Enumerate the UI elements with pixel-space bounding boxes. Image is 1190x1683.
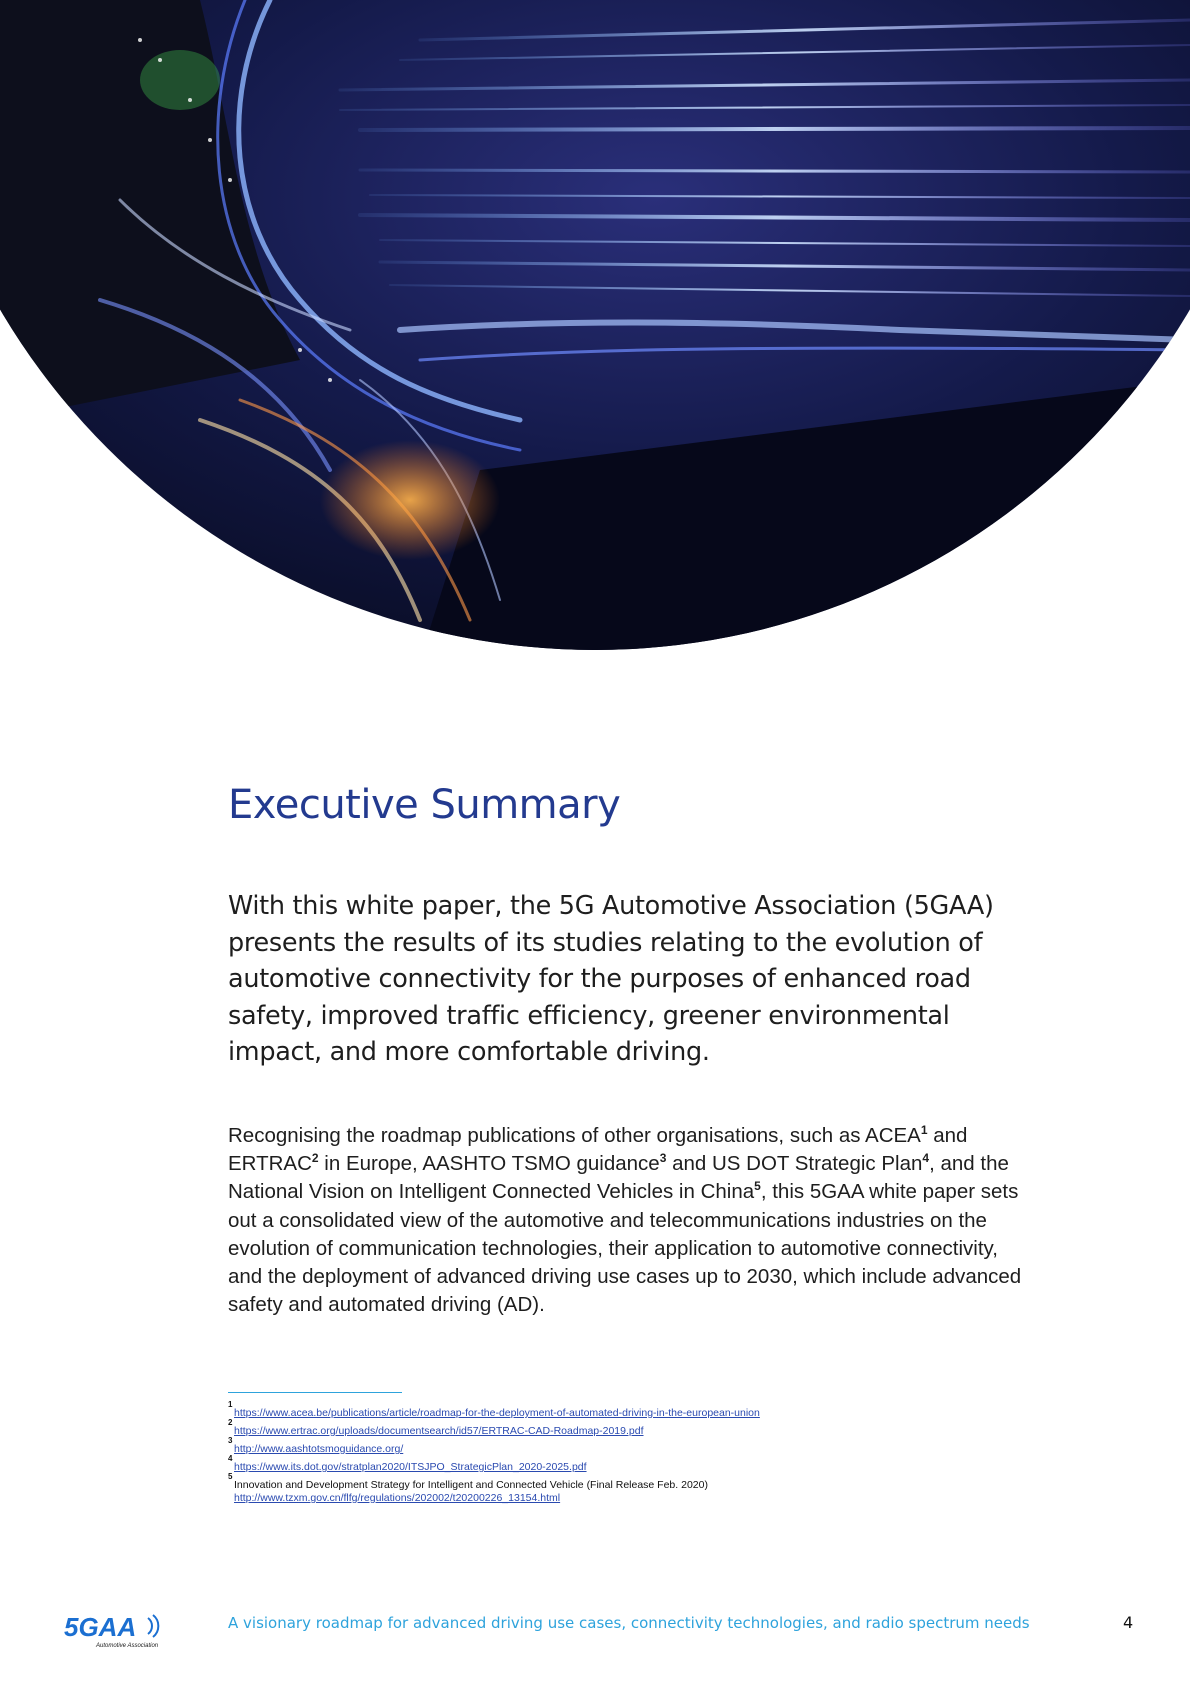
lead-paragraph: With this white paper, the 5G Automotive Association (5GAA) presents the results of its studies relating to the evolution of automotive connectivity for the purposes of enhanced road safety, improved traffic efficiency, greener environmental impact, and more comfortable driving. [228,891,994,1067]
body-text-3: in Europe, AASHTO TSMO guidance [318,1152,660,1176]
page-title: Executive Summary [228,782,621,828]
body-text-6: , this 5GAA white paper sets out a consolidated view of the automotive and telecommunications industries on the evolution of communication technologies, their application to automotive connectivity, and the deployment of advanced driving use cases up to 2030, which include advanced safety and automated driving (AD). [228,1180,1022,1317]
footnote-number-5: 5 [228,1472,233,1481]
body-text-5: , and the National Vision on Intelligent Connected Vehicles in China [228,1152,1009,1204]
footer-tagline: A visionary roadmap for advanced driving use cases, connectivity technologies, and radio spectrum needs [228,1614,1030,1632]
page-number: 4 [1123,1613,1134,1632]
logo-subtext: Automotive Association [96,1643,159,1649]
footnote-link-3[interactable]: http://www.aashtotsmoguidance.org/ [234,1443,404,1455]
footnote-link-1[interactable]: https://www.acea.be/publications/article/roadmap-for-the-deployment-of-automated-driving-in-the-european-union [234,1407,760,1419]
footnote-ref-1[interactable]: 1 [920,1123,928,1137]
footnote-number-3: 3 [228,1436,233,1445]
footnote-ref-3[interactable]: 3 [659,1151,667,1166]
footnote-number-1: 1 [228,1400,233,1409]
signal-waves-icon [148,1615,158,1637]
highway-night-photo [0,0,1190,660]
footnote-divider [228,1392,402,1393]
footnote-number-2: 2 [228,1418,233,1427]
body-text-1: Recognising the roadmap publications of other organisations, such as ACEA [228,1124,921,1147]
footnote-link-5[interactable]: http://www.tzxm.gov.cn/flfg/regulations/202002/t20200226_13154.html [234,1492,561,1504]
5gaa-logo [62,1609,172,1649]
footnotes [228,1400,1028,1503]
footnote-link-2[interactable]: https://www.ertrac.org/uploads/documentsearch/id57/ERTRAC-CAD-Roadmap-2019.pdf [234,1425,644,1437]
footnote-text-5: Innovation and Development Strategy for Intelligent and Connected Vehicle (Final Release Feb. 2020) [234,1479,708,1491]
footnote-number-4: 4 [228,1454,233,1463]
footnote-ref-5[interactable]: 5 [754,1179,761,1194]
body-text-2: and ERTRAC [228,1124,968,1176]
body-paragraph [228,1122,1028,1319]
footnote-ref-2[interactable]: 2 [311,1151,319,1166]
body-text-4: and US DOT Strategic Plan [666,1152,923,1176]
logo-text: 5GAA [64,1612,137,1642]
footnote-link-4[interactable]: https://www.its.dot.gov/stratplan2020/ITSJPO_StrategicPlan_2020-2025.pdf [234,1461,587,1473]
footnote-ref-4[interactable]: 4 [922,1151,930,1166]
hero-image [0,0,1190,660]
